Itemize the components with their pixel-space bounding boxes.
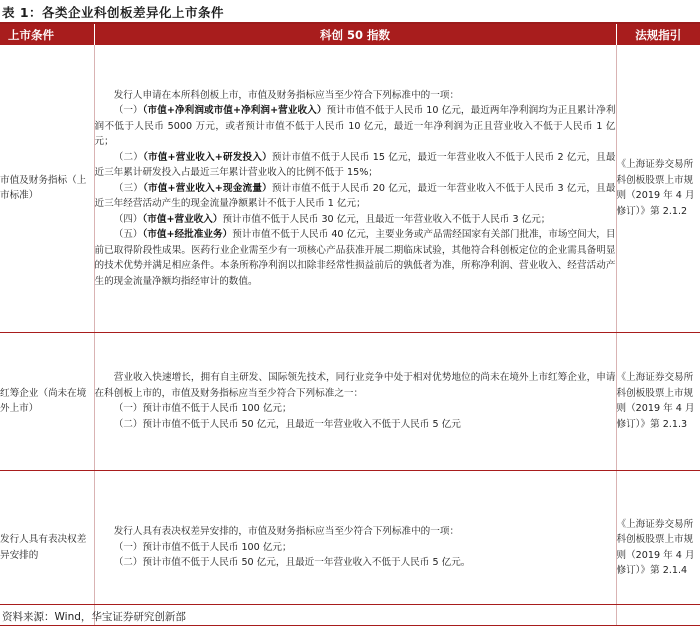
standard-intro: 发行人具有表决权差异安排的，市值及财务指标应当至少符合下列标准中的一项： <box>113 526 460 538</box>
table-row <box>0 45 700 332</box>
regulation-guide-cell: 《上海证券交易所科创板股票上市规则（2019 年 4 月修订）》第 2.1.3 <box>616 332 700 470</box>
condition-cell: 红筹企业（尚未在境外上市） <box>0 332 94 470</box>
standard-item: （一）预计市值不低于人民币 100 亿元； <box>113 541 292 553</box>
standard-item: （五）（市值+经批准业务）预计市值不低于人民币 40 亿元，主要业务或产品需经国家有关部门批准，市场空间大，目前已取得阶段性成果。医药行业企业需至少有一项核心产品获准开展二期临床试验，其他符合科创板定位的企业需具备明显的技术优势并满足相应条件。本条所称净利润以扣除非经常性损益前后的孰低者为准，所称净利润、营业收入、经营活动产生的现金流量净额均指经审计的数值。 <box>94 229 616 287</box>
table-caption: 表 1：各类企业科创板差异化上市条件 <box>2 5 225 20</box>
header-regulation-guide: 法规指引 <box>616 24 700 45</box>
standard-item: （二）预计市值不低于人民币 50 亿元，且最近一年营业收入不低于人民币 5 亿元。 <box>113 557 471 569</box>
condition-cell: 市值及财务指标（上市标准） <box>0 45 94 332</box>
standard-cell <box>94 45 616 332</box>
condition-cell: 发行人具有表决权差异安排的 <box>0 470 94 625</box>
regulation-guide-cell: 《上海证券交易所科创板股票上市规则（2019 年 4 月修订）》第 2.1.2 <box>616 45 700 332</box>
standard-item: （三）（市值+营业收入+现金流量）预计市值不低于人民币 20 亿元，最近一年营业收入不低于人民币 3 亿元，且最近三年经营活动产生的现金流量净额累计不低于人民币 1 亿元； <box>94 182 616 209</box>
table-row <box>0 332 700 470</box>
standard-item: （二）（市值+营业收入+研发投入）预计市值不低于人民币 15 亿元，最近一年营业收入不低于人民币 2 亿元，且最近三年累计研发投入占最近三年累计营业收入的比例不低于 15%； <box>94 151 616 178</box>
source-note: 资料来源：Wind，华宝证券研究创新部 <box>2 611 186 623</box>
listing-conditions-table <box>0 24 700 626</box>
regulation-guide-cell: 《上海证券交易所科创板股票上市规则（2019 年 4 月修订）》第 2.1.4 <box>616 470 700 625</box>
table-row <box>0 470 700 625</box>
standard-item: （一）预计市值不低于人民币 100 亿元； <box>113 403 292 414</box>
standard-cell <box>94 332 616 470</box>
standard-item: （一）（市值+净利润或市值+净利润+营业收入）预计市值不低于人民币 10 亿元，最近两年净利润均为正且累计净利润不低于人民币 5000 万元，或者预计市值不低于人民币 10 亿元，最近一年净利润为正且营业收入不低于人民币 1 亿元； <box>94 105 616 147</box>
source-rule <box>0 604 700 605</box>
table-header-row <box>0 24 700 45</box>
standard-item: （四）（市值+营业收入）预计市值不低于人民币 30 亿元，且最近一年营业收入不低于人民币 3 亿元； <box>113 213 551 225</box>
standard-cell <box>94 470 616 625</box>
header-star50-index: 科创 50 指数 <box>94 24 616 45</box>
standard-intro: 发行人申请在本所科创板上市，市值及财务指标应当至少符合下列标准中的一项： <box>113 89 460 101</box>
standard-item: （二）预计市值不低于人民币 50 亿元，且最近一年营业收入不低于人民币 5 亿元 <box>113 418 461 430</box>
header-listing-condition: 上市条件 <box>0 24 94 45</box>
standard-intro: 营业收入快速增长，拥有自主研发、国际领先技术，同行业竞争中处于相对优势地位的尚未在境外上市红筹企业，申请在科创板上市的，市值及财务指标应当至少符合下列标准之一： <box>94 372 616 399</box>
